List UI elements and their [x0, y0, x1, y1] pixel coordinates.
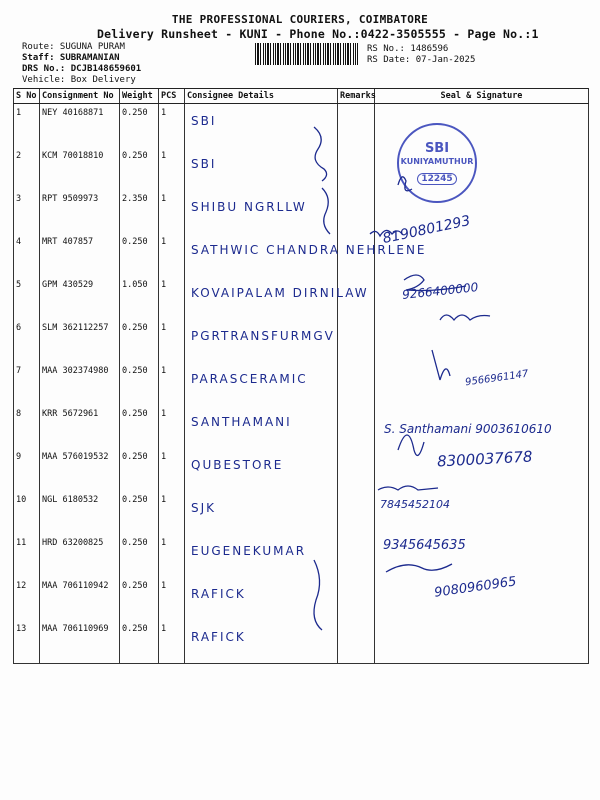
- rs-number: RS No.: 1486596: [367, 44, 449, 54]
- col-sno: S No: [14, 89, 40, 104]
- row-consignment-no: MRT 407857: [40, 233, 120, 276]
- row-sno: 5: [14, 276, 40, 319]
- row-pcs: 1: [159, 319, 185, 362]
- row-consignment-no: MAA 706110969: [40, 620, 120, 664]
- signature-row12: [386, 564, 452, 572]
- drs-number: DRS No.: DCJB148659601: [22, 64, 142, 74]
- col-seal-signature: Seal & Signature: [375, 89, 589, 104]
- row-consignment-no: NEY 40168871: [40, 104, 120, 148]
- row-pcs: 1: [159, 276, 185, 319]
- row-pcs: 1: [159, 491, 185, 534]
- row-sno: 6: [14, 319, 40, 362]
- row-weight: 0.250: [120, 233, 159, 276]
- row-consignment-no: MAA 706110942: [40, 577, 120, 620]
- row-sno: 7: [14, 362, 40, 405]
- row-sno: 10: [14, 491, 40, 534]
- row-sno: 13: [14, 620, 40, 664]
- consignee-handwritten: SANTHAMANI: [191, 415, 292, 429]
- row-weight: 0.250: [120, 362, 159, 405]
- bank-seal-stamp: SBI KUNIYAMUTHUR 12245: [397, 123, 477, 203]
- signature-row6: [440, 315, 490, 320]
- staff-label: Staff: SUBRAMANIAN: [22, 53, 120, 63]
- signature-phone-row10: 7845452104: [380, 498, 450, 511]
- signature-name-row9: S. Santhamani 9003610610: [384, 422, 552, 436]
- signature-phone-row4: 8190801293: [381, 212, 472, 248]
- consignee-handwritten: SATHWIC CHANDRA NEHRLENE: [191, 243, 427, 257]
- signature-row10: [378, 486, 438, 490]
- col-consignee: Consignee Details: [185, 89, 338, 104]
- row-pcs: 1: [159, 405, 185, 448]
- signature-phone-row12: 9080960965: [433, 574, 518, 601]
- row-pcs: 1: [159, 620, 185, 664]
- row-consignment-no: KCM 70018810: [40, 147, 120, 190]
- row-sno: 9: [14, 448, 40, 491]
- row-pcs: 1: [159, 534, 185, 577]
- col-remarks: Remarks: [338, 89, 375, 104]
- consignee-handwritten: SBI: [191, 114, 217, 128]
- row-consignment-no: RPT 9509973: [40, 190, 120, 233]
- row-sno: 3: [14, 190, 40, 233]
- col-consignment: Consignment No: [40, 89, 120, 104]
- company-name: THE PROFESSIONAL COURIERS, COIMBATORE: [171, 13, 429, 26]
- row-sno: 8: [14, 405, 40, 448]
- consignee-handwritten: RAFICK: [191, 630, 246, 644]
- signature-phone-row9: 8300037678: [436, 447, 533, 471]
- signature-row4: [370, 230, 402, 236]
- signature-phone-row7: 9566961147: [464, 368, 530, 389]
- row-weight: 2.350: [120, 190, 159, 233]
- vehicle-label: Vehicle: Box Delivery: [22, 75, 136, 85]
- rs-date: RS Date: 07-Jan-2025: [367, 55, 476, 65]
- row-pcs: 1: [159, 233, 185, 276]
- row-consignment-no: GPM 430529: [40, 276, 120, 319]
- consignee-handwritten: SJK: [191, 501, 217, 515]
- bracket-row3-4: [322, 188, 330, 234]
- bracket-row1-2: [314, 127, 327, 181]
- signature-row9: [398, 435, 424, 455]
- runsheet-title: Delivery Runsheet - KUNI - Phone No.:0422-3505555 - Page No.:1: [97, 27, 539, 41]
- col-pcs: PCS: [159, 89, 185, 104]
- row-pcs: 1: [159, 577, 185, 620]
- row-pcs: 1: [159, 147, 185, 190]
- consignee-handwritten: RAFICK: [191, 587, 246, 601]
- row-sno: 2: [14, 147, 40, 190]
- signature-row5: [404, 275, 466, 291]
- signature-row7: [432, 350, 450, 380]
- bracket-row12-13: [314, 560, 322, 630]
- signature-row3: [398, 177, 412, 191]
- consignee-handwritten: PARASCERAMIC: [191, 372, 308, 386]
- row-consignment-no: HRD 63200825: [40, 534, 120, 577]
- row-weight: 0.250: [120, 448, 159, 491]
- route-label: Route: SUGUNA PURAM: [22, 42, 125, 52]
- consignee-handwritten: EUGENEKUMAR: [191, 544, 307, 558]
- row-weight: 0.250: [120, 577, 159, 620]
- row-sno: 11: [14, 534, 40, 577]
- row-sno: 12: [14, 577, 40, 620]
- row-weight: 0.250: [120, 620, 159, 664]
- signature-phone-row11: 9345645635: [383, 538, 466, 553]
- consignee-handwritten: SBI: [191, 157, 217, 171]
- row-consignment-no: NGL 6180532: [40, 491, 120, 534]
- row-consignment-no: SLM 362112257: [40, 319, 120, 362]
- row-weight: 0.250: [120, 104, 159, 148]
- consignee-handwritten: PGRTRANSFURMGV: [191, 329, 335, 343]
- row-weight: 0.250: [120, 534, 159, 577]
- row-weight: 0.250: [120, 491, 159, 534]
- row-sno: 1: [14, 104, 40, 148]
- row-pcs: 1: [159, 362, 185, 405]
- row-pcs: 1: [159, 104, 185, 148]
- row-weight: 0.250: [120, 405, 159, 448]
- consignee-handwritten: KOVAIPALAM DIRNILAW: [191, 286, 369, 300]
- col-weight: Weight: [120, 89, 159, 104]
- row-consignment-no: MAA 576019532: [40, 448, 120, 491]
- row-pcs: 1: [159, 190, 185, 233]
- consignee-handwritten: SHIBU NGRLLW: [191, 200, 307, 214]
- signature-phone-row5: 9266400000: [401, 280, 479, 302]
- consignee-handwritten: QUBESTORE: [191, 458, 284, 472]
- row-consignment-no: MAA 302374980: [40, 362, 120, 405]
- row-weight: 1.050: [120, 276, 159, 319]
- row-consignment-no: KRR 5672961: [40, 405, 120, 448]
- row-weight: 0.250: [120, 147, 159, 190]
- row-weight: 0.250: [120, 319, 159, 362]
- row-pcs: 1: [159, 448, 185, 491]
- row-sno: 4: [14, 233, 40, 276]
